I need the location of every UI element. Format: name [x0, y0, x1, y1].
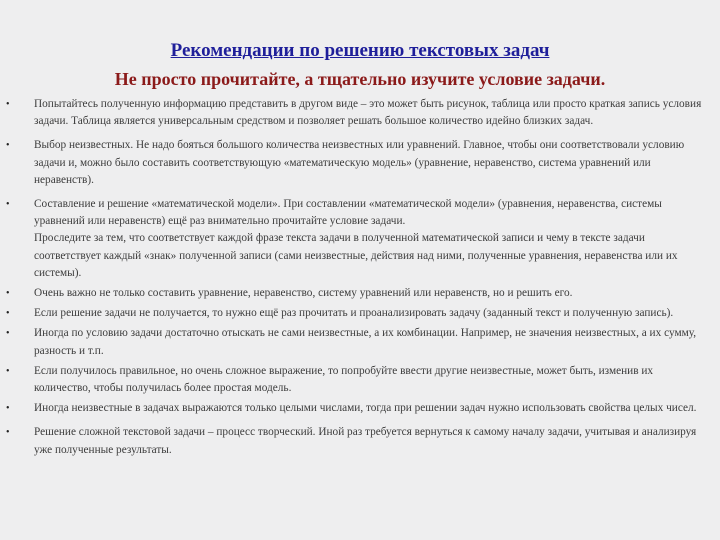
- recommendation-list: [6, 96, 710, 459]
- bullet-icon: •: [6, 99, 10, 110]
- list-item: [6, 285, 710, 302]
- bullet-icon: •: [6, 427, 10, 439]
- list-item: [6, 305, 710, 322]
- list-item-text: Составление и решение «математической модели». При составлении «математической модели» (уравнения, неравенства, системы уравнений или неравенств) ещё раз внимательно прочитайте условие задачи.: [34, 198, 662, 228]
- list-item-text: Иногда по условию задачи достаточно отыскать не сами неизвестные, а их комбинации. Например, не значения неизвестных, а их сумму, разность и т.п.: [34, 327, 697, 357]
- slide-subtitle: Не просто прочитайте, а тщательно изучите условие задачи.: [114, 69, 606, 89]
- list-item: [6, 196, 710, 282]
- bullet-icon: •: [6, 199, 10, 211]
- list-item-extra-text: Проследите за тем, что соответствует каждой фразе текста задачи в полученной математической записи и чему в тексте задачи соответствует каждый «знак» полученной записи (сами неизвестные, действия над ними, полученные уравнения, неравенства или их системы).: [34, 232, 678, 279]
- list-item-text: Попытайтесь полученную информацию представить в другом виде – это может быть рисунок, таблица или просто краткая запись условия задачи. Таблица является универсальным средством и позволяет решать большое количество идейно близких задач.: [34, 98, 702, 128]
- list-item-text: Решение сложной текстовой задачи – процесс творческий. Иной раз требуется вернуться к самому началу задачи, учитывая и анализируя уже полученные результаты.: [34, 426, 697, 456]
- bullet-icon: •: [6, 140, 10, 152]
- bullet-icon: •: [6, 403, 10, 415]
- list-item: [6, 400, 710, 417]
- list-item: [6, 137, 710, 189]
- list-item: [6, 363, 710, 397]
- slide-title: Рекомендации по решению текстовых задач: [170, 40, 550, 61]
- bullet-icon: •: [6, 328, 10, 340]
- bullet-icon: •: [6, 365, 10, 377]
- bullet-icon: •: [6, 308, 10, 320]
- list-item: [6, 325, 710, 359]
- list-item-text: Если решение задачи не получается, то нужно ещё раз прочитать и проанализировать задачу (заданный текст и полученную запись).: [34, 307, 674, 320]
- list-item-text: Выбор неизвестных. Не надо бояться большого количества неизвестных или уравнений. Главное, чтобы они соответствовали условию задачи и, можно было составить соответствующую «математическую модель» (уравнение, неравенство, система уравнений или неравенств).: [34, 139, 685, 186]
- list-item: [6, 424, 710, 458]
- bullet-icon: •: [6, 288, 10, 300]
- list-item-text: Если получилось правильное, но очень сложное выражение, то попробуйте ввести другие неизвестные, может быть, изменив их количество, чтобы получилась более простая модель.: [34, 364, 654, 395]
- list-item-text: Иногда неизвестные в задачах выражаются только целыми числами, тогда при решении задач нужно использовать свойства целых чисел.: [34, 402, 697, 415]
- list-item-text: Очень важно не только составить уравнение, неравенство, систему уравнений или неравенств, но и решить его.: [34, 287, 573, 300]
- list-item: [6, 96, 710, 130]
